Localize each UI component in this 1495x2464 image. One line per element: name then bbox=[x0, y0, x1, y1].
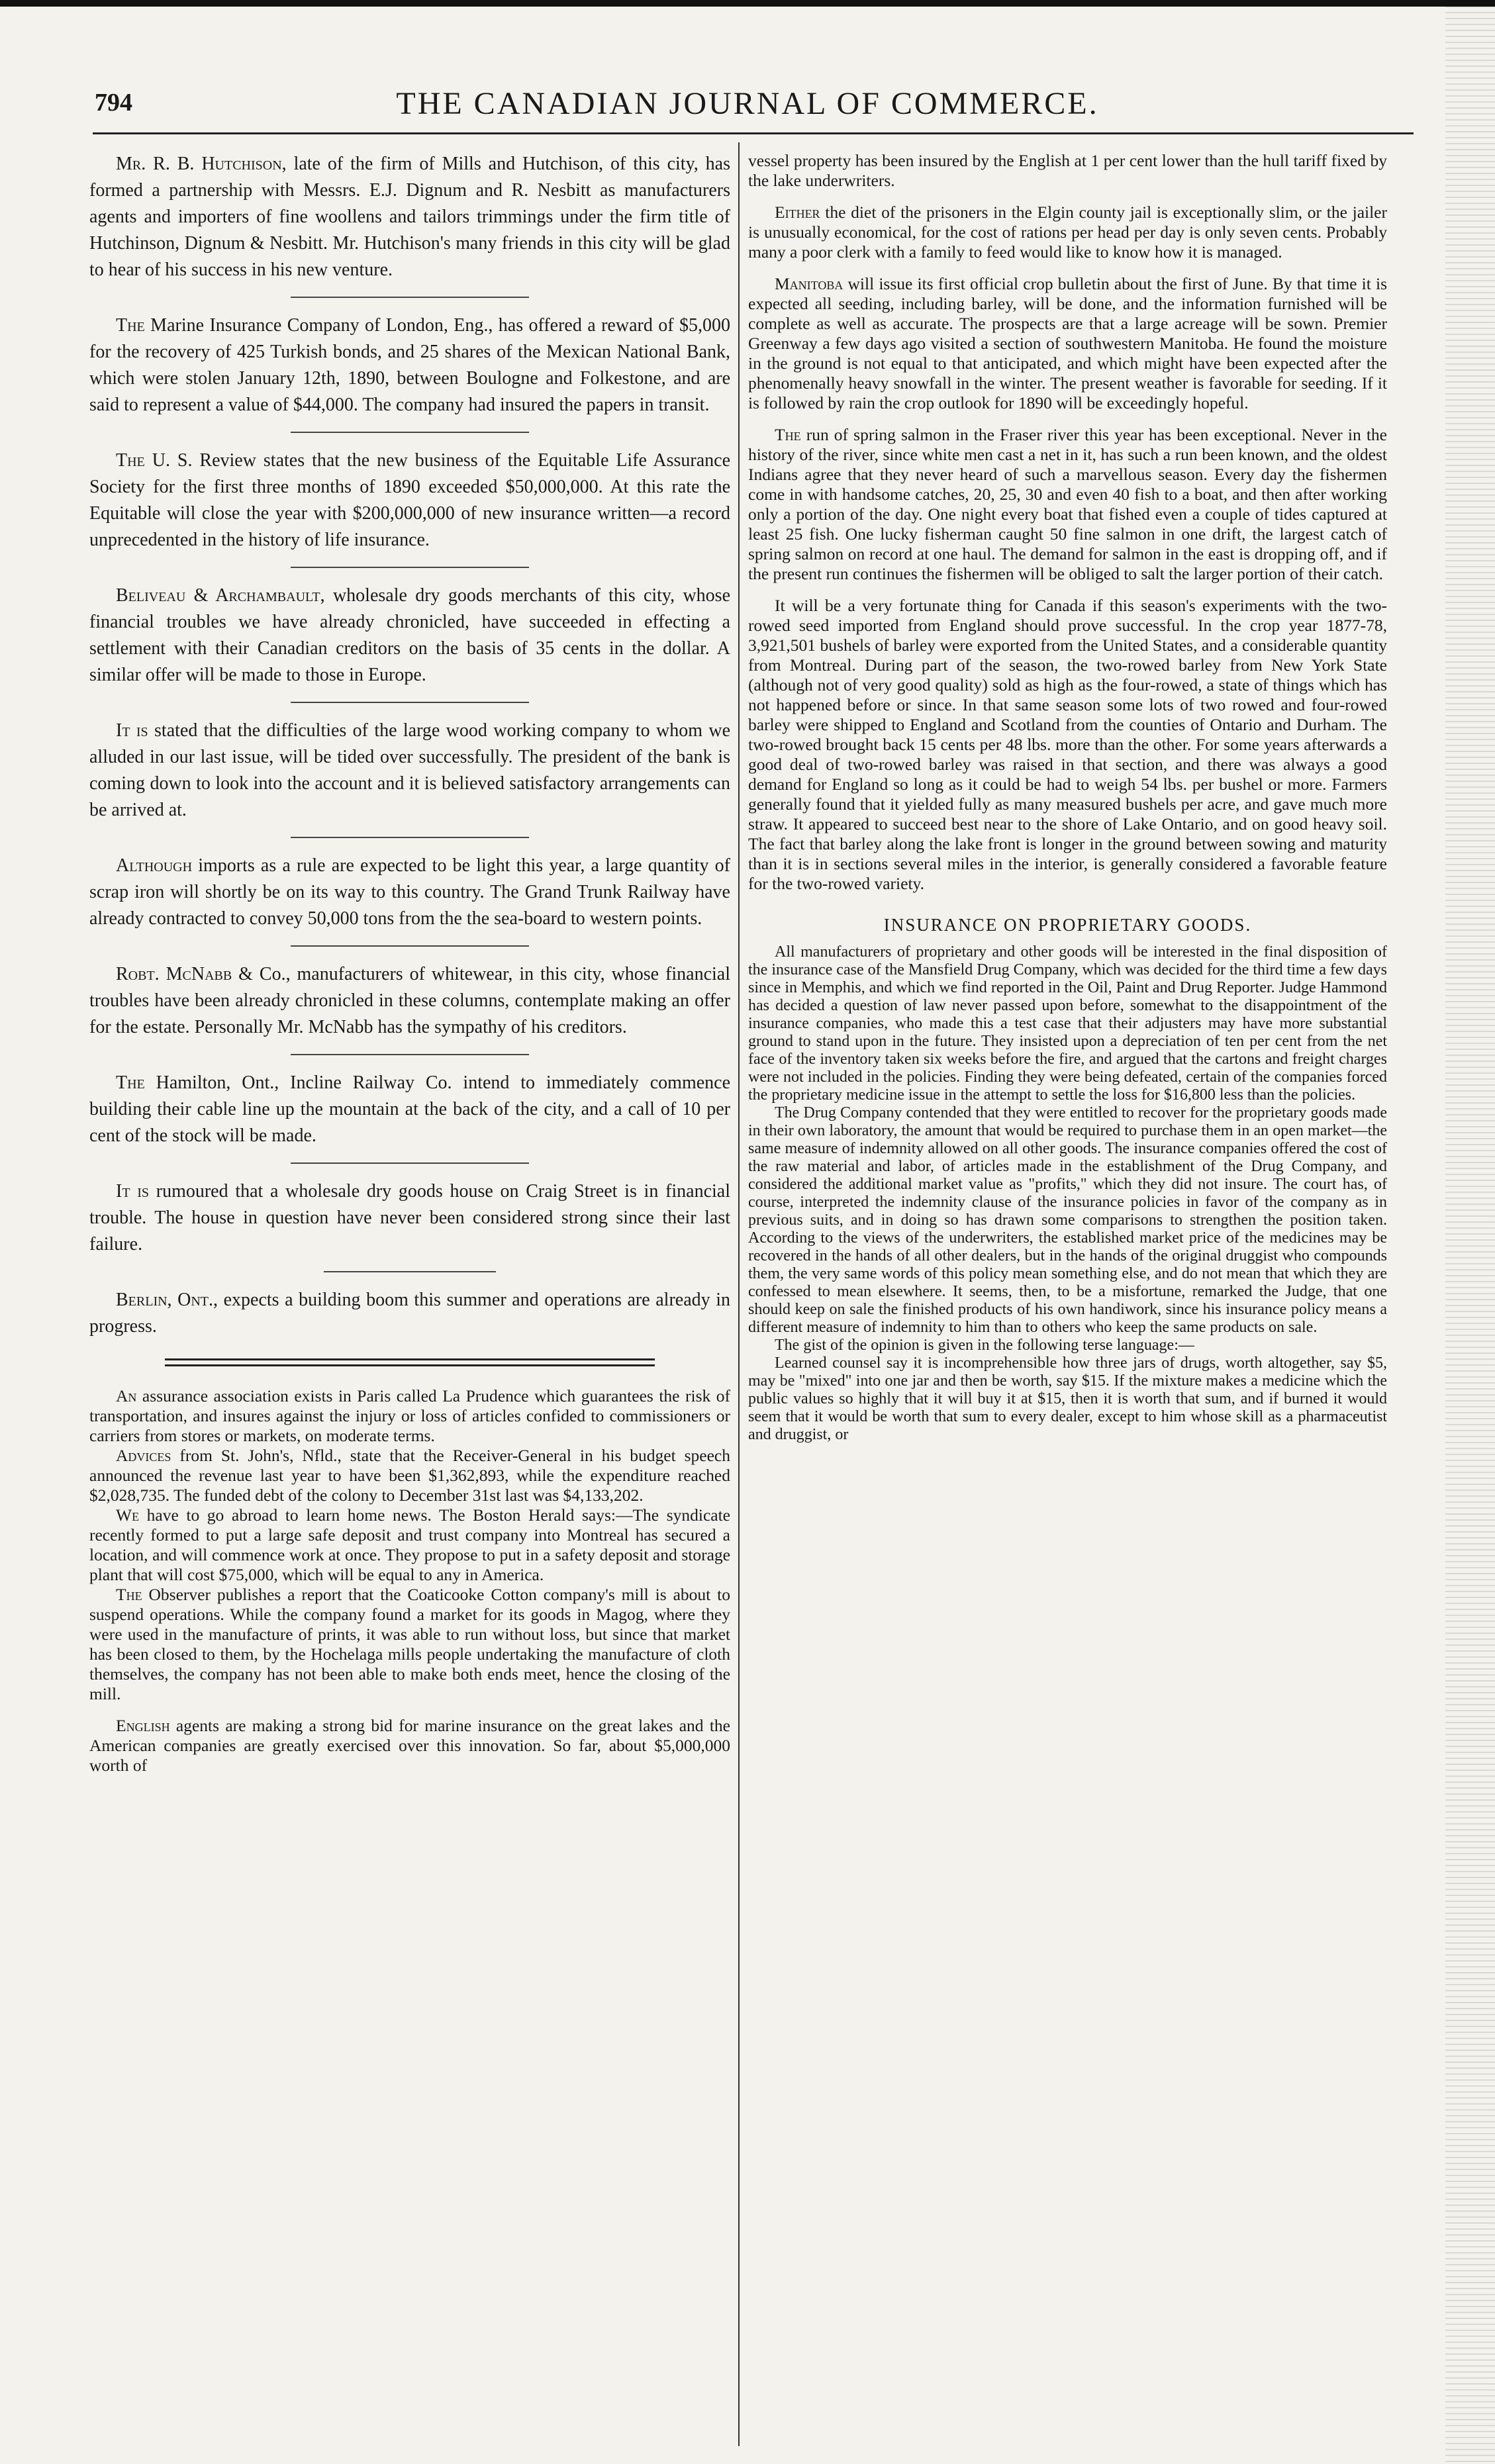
paragraph: Berlin, Ont., expects a building boom this summer and operations are already in progress. bbox=[89, 1290, 730, 1337]
paragraph: It is rumoured that a wholesale dry goods house on Craig Street is in financial trouble. The house in question have never been considered strong since their last failure. bbox=[89, 1181, 730, 1255]
page-header bbox=[0, 83, 1495, 136]
paragraph: The Observer publishes a report that the Coaticooke Cotton company's mill is about to suspend operations. While the company found a market for its goods in Magog, where they were used in the manufacture of prints, it was able to run without loss, but since that market has been closed to them, by the Hochelaga mills people undertaking the manufacture of cloth themselves, the company has not been able to make both ends meet, hence the closing of the mill. bbox=[89, 1585, 730, 1703]
paragraph: The run of spring salmon in the Fraser river this year has been exceptional. Never in the history of the river, since white men cast a net in it, has such a run been known, and the oldest Indians agree that they never heard of such a marvellous season. Every day the fishermen come in with handsome catches, 20, 25, 30 and even 40 fish to a boat, and then after working only a portion of the day. One night every boat that fished even a couple of tides captured at least 25 fish. One lucky fisherman caught 50 fine salmon in one drift, the largest catch of spring salmon on record at one haul. The demand for salmon in the east is dropping off, and if the present run continues the fishermen will be obliged to salt the larger portion of their catch. bbox=[748, 425, 1387, 583]
divider bbox=[291, 702, 529, 703]
paragraph: Robt. McNabb & Co., manufacturers of whitewear, in this city, whose financial troubles have been already chronicled in these columns, contemplate making an offer for the estate. Personally Mr. McNabb has the sympathy of his creditors. bbox=[89, 964, 731, 1037]
divider bbox=[291, 432, 529, 433]
paragraph: Learned counsel say it is incomprehensible how three jars of drugs, worth altogether, say $5, may be "mixed" into one jar and then be worth, say $15. If the mixture makes a medicine which the public values so highly that it will buy it at $15, then it is worth that sum, and if burned it would seem that it would be worth that sum to every dealer, except to him whose skill as a pharmaceutist and druggist, or bbox=[748, 1354, 1387, 1443]
top-border bbox=[0, 0, 1495, 7]
header-rule bbox=[93, 132, 1414, 134]
page-number: 794 bbox=[95, 89, 132, 117]
paragraph: Either the diet of the prisoners in the Elgin county jail is exceptionally slim, or the jailer is unusually economical, for the cost of rations per head per day is only seven cents. Probably many a poor clerk with a family to feed would like to know how it is managed. bbox=[748, 203, 1387, 261]
paragraph: The Hamilton, Ont., Incline Railway Co. intend to immediately commence building their cable line up the mountain at the back of the city, and a call of 10 per cent of the stock will be made. bbox=[89, 1072, 730, 1146]
double-rule bbox=[165, 1358, 655, 1366]
paragraph: The gist of the opinion is given in the following terse language:— bbox=[775, 1337, 1194, 1354]
paragraph: The Marine Insurance Company of London, Eng., has offered a reward of $5,000 for the recovery of 425 Turkish bonds, and 25 shares of the Mexican National Bank, which were stolen January 12th, 1890, between Boulogne and Folkestone, and are said to represent a value of $44,000. The company had insured the papers in transit. bbox=[89, 315, 730, 415]
divider bbox=[291, 567, 529, 568]
paragraph: Mr. R. B. Hutchison, late of the firm of Mills and Hutchison, of this city, has formed a partnership with Messrs. E.J. Dignum and R. Nesbitt as manufacturers agents and importers of fine woollens and tailors trimmings under the firm title of Hutchinson, Dignum & Nesbitt. Mr. Hutchison's many friends in this city will be glad to hear of his success in his new venture. bbox=[89, 154, 730, 280]
paragraph: It will be a very fortunate thing for Canada if this season's experiments with the two-rowed seed imported from England should prove successful. In the crop year 1877-78, 3,921,501 bushels of barley were exported from the United States, and a considerable quantity from Montreal. During part of the season, the two-rowed barley from New York State (although not of very good quality) sold as high as the four-rowed, a state of things which has not happened before or since. In that same season some lots of two rowed and four-rowed barley were shipped to England and Scotland from the counties of Ontario and Durham. The two-rowed brought back 15 cents per 48 lbs. more than the other. For some years afterwards a good deal of two-rowed barley was raised in that section, and there was always a good demand for England so long as it could be had to weigh 54 lbs. per bushel or more. Farmers generally found that it yielded fully as many measured bushels per acre, and gave much more straw. It appeared to succeed best near to the shore of Lake Ontario, and on good heavy soil. The fact that barley along the lake front is longer in the ground between sowing and maturity than it is in sections several miles in the interior, is generally considered a favorable feature for the two-rowed variety. bbox=[748, 596, 1387, 893]
paragraph: We have to go abroad to learn home news. The Boston Herald says:—The syndicate recently formed to put a large safe deposit and trust company into Montreal has secured a location, and will commence work at once. They propose to put in a safety deposit and storage plant that will cost $75,000, which will be equal to any in America. bbox=[89, 1505, 730, 1584]
column-divider bbox=[738, 142, 740, 2446]
right-column bbox=[748, 151, 1387, 1444]
article-heading: INSURANCE ON PROPRIETARY GOODS. bbox=[883, 915, 1252, 935]
left-column bbox=[89, 151, 730, 1776]
journal-title: THE CANADIAN JOURNAL OF COMMERCE. bbox=[396, 86, 1099, 121]
paragraph: English agents are making a strong bid for marine insurance on the great lakes and the American companies are greatly exercised over this innovation. So far, about $5,000,000 worth of bbox=[89, 1716, 730, 1775]
scan-edge bbox=[1445, 0, 1495, 2464]
paragraph: vessel property has been insured by the English at 1 per cent lower than the hull tariff fixed by the lake underwriters. bbox=[748, 151, 1387, 190]
paragraph: Advices from St. John's, Nfld., state that the Receiver-General in his budget speech announced the revenue last year to have been $1,362,893, while the expenditure reached $2,028,735. The funded debt of the colony to December 31st last was $4,133,202. bbox=[89, 1446, 730, 1505]
paragraph: An assurance association exists in Paris called La Prudence which guarantees the risk of transportation, and insures against the injury or loss of articles confided to commissioners or carriers from stores or markets, on moderate terms. bbox=[89, 1386, 730, 1445]
paragraph: Although imports as a rule are expected to be light this year, a large quantity of scrap iron will shortly be on its way to this country. The Grand Trunk Railway have already contracted to convey 50,000 tons from the the sea-board to western points. bbox=[89, 855, 730, 929]
paragraph: The Drug Company contended that they were entitled to recover for the proprietary goods made in their own laboratory, the amount that would be required to purchase them in an open market—the same measure of indemnity allowed on all other goods. The insurance companies offered the cost of the raw material and labor, of articles made in the establishment of the Drug Company, and considered the additional market value as "profits," which they did not insure. The court has, of course, interpreted the indemnity clause of the insurance policies in favor of the company as in previous suits, and in doing so has drawn some comparisons to strengthen the position taken. According to the views of the underwriters, the established market price of the medicines may be recovered in the hands of all other dealers, but in the hands of the original druggist who compounds them, the very same words of this policy mean something else, and do not mean that which they are confessed to mean elsewhere. It seems, then, to be a misfortune, remarked the Judge, that one should keep on sale the finished products of his own handiwork, since his insurance policy means a different measure of indemnity to him than to others who keep the same products on sale. bbox=[748, 1104, 1387, 1336]
paragraph: Manitoba will issue its first official crop bulletin about the first of June. By that time it is expected all seeding, including barley, will be done, and the information furnished will be complete as well as accurate. The prospects are that a large acreage will be sown. Premier Greenway a few days ago visited a section of southwestern Manitoba. He found the moisture in the ground is not equal to that anticipated, and which might have been expected after the phenomenally heavy snowfall in the winter. The present weather is favorable for seeding. If it is followed by rain the crop outlook for 1890 will be exceedingly hopeful. bbox=[748, 274, 1387, 412]
paragraph: Beliveau & Archambault, wholesale dry goods merchants of this city, whose financial troubles we have already chronicled, have succeeded in effecting a settlement with their Canadian creditors on the basis of 35 cents in the dollar. A similar offer will be made to those in Europe. bbox=[89, 585, 730, 685]
paragraph: It is stated that the difficulties of the large wood working company to whom we alluded in our last issue, will be tided over successfully. The president of the bank is coming down to look into the account and it is believed satisfactory arrangements can be arrived at. bbox=[89, 720, 730, 820]
paragraph: The U. S. Review states that the new business of the Equitable Life Assurance Society for the first three months of 1890 exceeded $50,000,000. At this rate the Equitable will close the year with $200,000,000 of new insurance written—a record unprecedented in the history of life insurance. bbox=[89, 450, 730, 550]
divider bbox=[291, 837, 529, 838]
divider bbox=[291, 297, 529, 298]
divider bbox=[291, 1054, 529, 1055]
paragraph: All manufacturers of proprietary and other goods will be interested in the final disposition of the insurance case of the Mansfield Drug Company, which was decided for the third time a few days since in Memphis, and which we find reported in the Oil, Paint and Drug Reporter. Judge Hammond has decided a question of law never passed upon before, somewhat to the disappointment of the insurance companies, who made this a test case that their adjusters may have more substantial ground to stand upon in the future. They insisted upon a depreciation of ten per cent from the net face of the inventory taken six weeks before the fire, and argued that the cartons and freight charges were not included in the policies. Finding they were being defeated, certain of the companies forced the proprietary medicine issue in the attempt to settle the loss for $16,800 less than the policies. bbox=[748, 943, 1387, 1104]
divider bbox=[291, 945, 529, 947]
divider bbox=[291, 1162, 529, 1164]
divider bbox=[324, 1271, 496, 1272]
